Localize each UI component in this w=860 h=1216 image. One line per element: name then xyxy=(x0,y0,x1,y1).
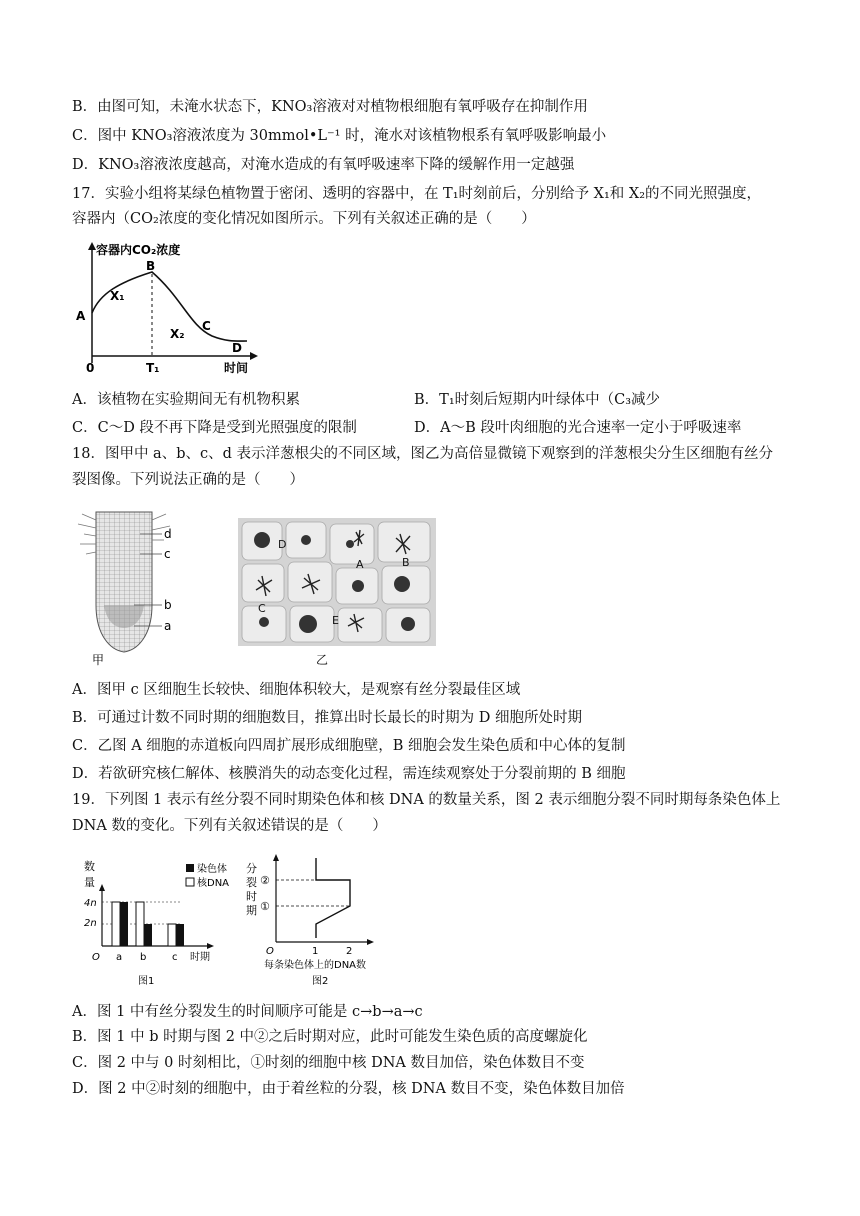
q18-cell-b: B xyxy=(402,556,410,569)
q19-fig1-legend-chrom: 染色体 xyxy=(197,864,227,875)
q17-option-b: B．T₁时刻后短期内叶绿体中（C₃减少 xyxy=(414,392,661,408)
q19-stem-line1: 19．下列图 1 表示有丝分裂不同时期染色体和核 DNA 的数量关系，图 2 表示细胞分裂不同时期每条染色体上 xyxy=(72,792,781,808)
q19-option-c: C．图 2 中与 0 时刻相比，①时刻的细胞中核 DNA 数目加倍，染色体数目不变 xyxy=(72,1055,585,1071)
q18-cell-d: D xyxy=(278,538,287,551)
q19-fig2-xlabel: 每条染色体上的DNA数 xyxy=(264,960,367,971)
q17-point-d: D xyxy=(232,341,242,355)
q19-fig2-origin: O xyxy=(266,946,274,957)
q18-option-d: D．若欲研究核仁解体、核膜消失的动态变化过程，需连续观察处于分裂前期的 B 细胞 xyxy=(72,766,626,782)
q18-cell-e: E xyxy=(332,614,339,627)
q19-fig1-bar-b-chrom xyxy=(144,924,152,946)
q17-xlabel: 时间 xyxy=(224,361,249,375)
q19-fig1-legend-dna: 核DNA xyxy=(197,878,230,889)
q17-co2-figure xyxy=(72,238,292,378)
q19-fig1-cat-c: c xyxy=(172,952,178,963)
q18-label-c: c xyxy=(164,547,171,561)
q17-stem-line1: 17．实验小组将某绿色植物置于密闭、透明的容器中，在 T₁时刻前后，分别给予 X₁和 X₂的不同光照强度， xyxy=(72,186,762,202)
q17-point-a: A xyxy=(76,309,86,323)
q19-fig1-cat-a: a xyxy=(116,952,123,963)
q19-fig2-ylabel-4: 期 xyxy=(246,904,257,917)
q19-fig2-ylabel-2: 裂 xyxy=(246,876,257,889)
q17-option-c: C．C～D 段不再下降是受到光照强度的限制 xyxy=(72,420,357,436)
q18-option-a: A．图甲 c 区细胞生长较快、细胞体积较大，是观察有丝分裂最佳区域 xyxy=(72,682,521,698)
q19-fig2-mark-2: ② xyxy=(260,874,270,887)
q17-option-a: A．该植物在实验期间无有机物积累 xyxy=(72,392,300,408)
q19-fig1-xlabel: 时期 xyxy=(190,952,210,963)
q19-fig1-ylabel-2: 量 xyxy=(84,876,95,889)
q19-fig1-bar-c-dna xyxy=(168,924,176,946)
q19-fig2-mark-1: ① xyxy=(260,900,270,913)
q17-x2-label: X₂ xyxy=(170,327,185,341)
q19-fig1-bar-b-dna xyxy=(136,902,144,946)
q19-fig1-ylabel-1: 数 xyxy=(84,860,95,873)
q19-fig2-tick-1: 1 xyxy=(312,946,319,957)
q18-option-b: B．可通过计数不同时期的细胞数目，推算出时长最长的时期为 D 细胞所处时期 xyxy=(72,710,582,726)
q17-x1-label: X₁ xyxy=(110,289,125,303)
q18-stem-line2: 裂图像。下列说法正确的是（ ） xyxy=(72,472,304,488)
q18-root-tip-figure xyxy=(74,510,184,670)
q17-option-d: D．A～B 段叶肉细胞的光合速率一定小于呼吸速率 xyxy=(414,420,742,436)
q18-stem-line1: 18．图甲中 a、b、c、d 表示洋葱根尖的不同区域，图乙为高倍显微镜下观察到的洋葱根尖分生区细胞有丝分 xyxy=(72,446,773,462)
q18-caption-yi: 乙 xyxy=(316,653,329,667)
q18-cell-a: A xyxy=(356,558,364,571)
q18-label-d: d xyxy=(164,527,172,541)
q18-option-c: C．乙图 A 细胞的赤道板向四周扩展形成细胞壁，B 细胞会发生染色质和中心体的复制 xyxy=(72,738,626,754)
q19-fig2-line-graph xyxy=(240,850,420,990)
q19-stem-line2: DNA 数的变化。下列有关叙述错误的是（ ） xyxy=(72,818,387,834)
q19-option-d: D．图 2 中②时刻的细胞中，由于着丝粒的分裂，核 DNA 数目不变，染色体数目加倍 xyxy=(72,1081,625,1097)
q19-fig1-tick-2n: 2n xyxy=(84,918,97,929)
q18-caption-jia: 甲 xyxy=(92,653,105,667)
q18-cell-c: C xyxy=(258,602,266,615)
q19-fig1-caption: 图1 xyxy=(138,976,155,987)
q16-option-d: D．KNO₃溶液浓度越高，对淹水造成的有氧呼吸速率下降的缓解作用一定越强 xyxy=(72,157,575,173)
q19-fig1-bar-a-chrom xyxy=(120,902,128,946)
q19-fig1-bar-chart xyxy=(78,850,258,990)
q19-fig2-tick-2: 2 xyxy=(346,946,353,957)
q17-point-b: B xyxy=(146,259,156,273)
q19-fig1-cat-b: b xyxy=(140,952,147,963)
q19-fig1-bar-a-dna xyxy=(112,902,120,946)
q19-fig2-caption: 图2 xyxy=(312,976,329,987)
q17-stem-line2: 容器内（CO₂浓度的变化情况如图所示。下列有关叙述正确的是（ ） xyxy=(72,211,536,227)
q19-fig2-ylabel-3: 时 xyxy=(246,890,257,903)
q18-label-b: b xyxy=(164,598,172,612)
q19-fig1-origin: O xyxy=(92,952,100,963)
q17-x-arrow xyxy=(250,352,258,360)
q19-fig2-ylabel-1: 分 xyxy=(246,862,257,875)
q19-option-b: B．图 1 中 b 时期与图 2 中②之后时期对应，此时可能发生染色质的高度螺旋化 xyxy=(72,1029,588,1045)
q17-y-arrow xyxy=(88,242,96,250)
q16-option-b: B．由图可知，未淹水状态下，KNO₃溶液对对植物根细胞有氧呼吸存在抑制作用 xyxy=(72,99,588,115)
q19-fig1-tick-4n: 4n xyxy=(84,898,97,909)
q18-micrograph-figure xyxy=(238,518,436,668)
q19-fig1-legend-dna-swatch xyxy=(186,878,194,886)
q19-fig1-legend-chrom-swatch xyxy=(186,864,194,872)
q16-option-c: C．图中 KNO₃溶液浓度为 30mmol•L⁻¹ 时，淹水对该植物根系有氧呼吸影响最小 xyxy=(72,128,607,144)
q17-origin: 0 xyxy=(86,361,95,375)
q19-option-a: A．图 1 中有丝分裂发生的时间顺序可能是 c→b→a→c xyxy=(72,1004,423,1020)
q18-root-body xyxy=(96,512,152,652)
q17-ylabel: 容器内CO₂浓度 xyxy=(96,243,181,257)
q19-fig1-bar-c-chrom xyxy=(176,924,184,946)
q17-t1-label: T₁ xyxy=(146,361,160,375)
q18-label-a: a xyxy=(164,619,172,633)
q19-fig2-curve xyxy=(316,858,350,938)
q17-point-c: C xyxy=(202,319,211,333)
